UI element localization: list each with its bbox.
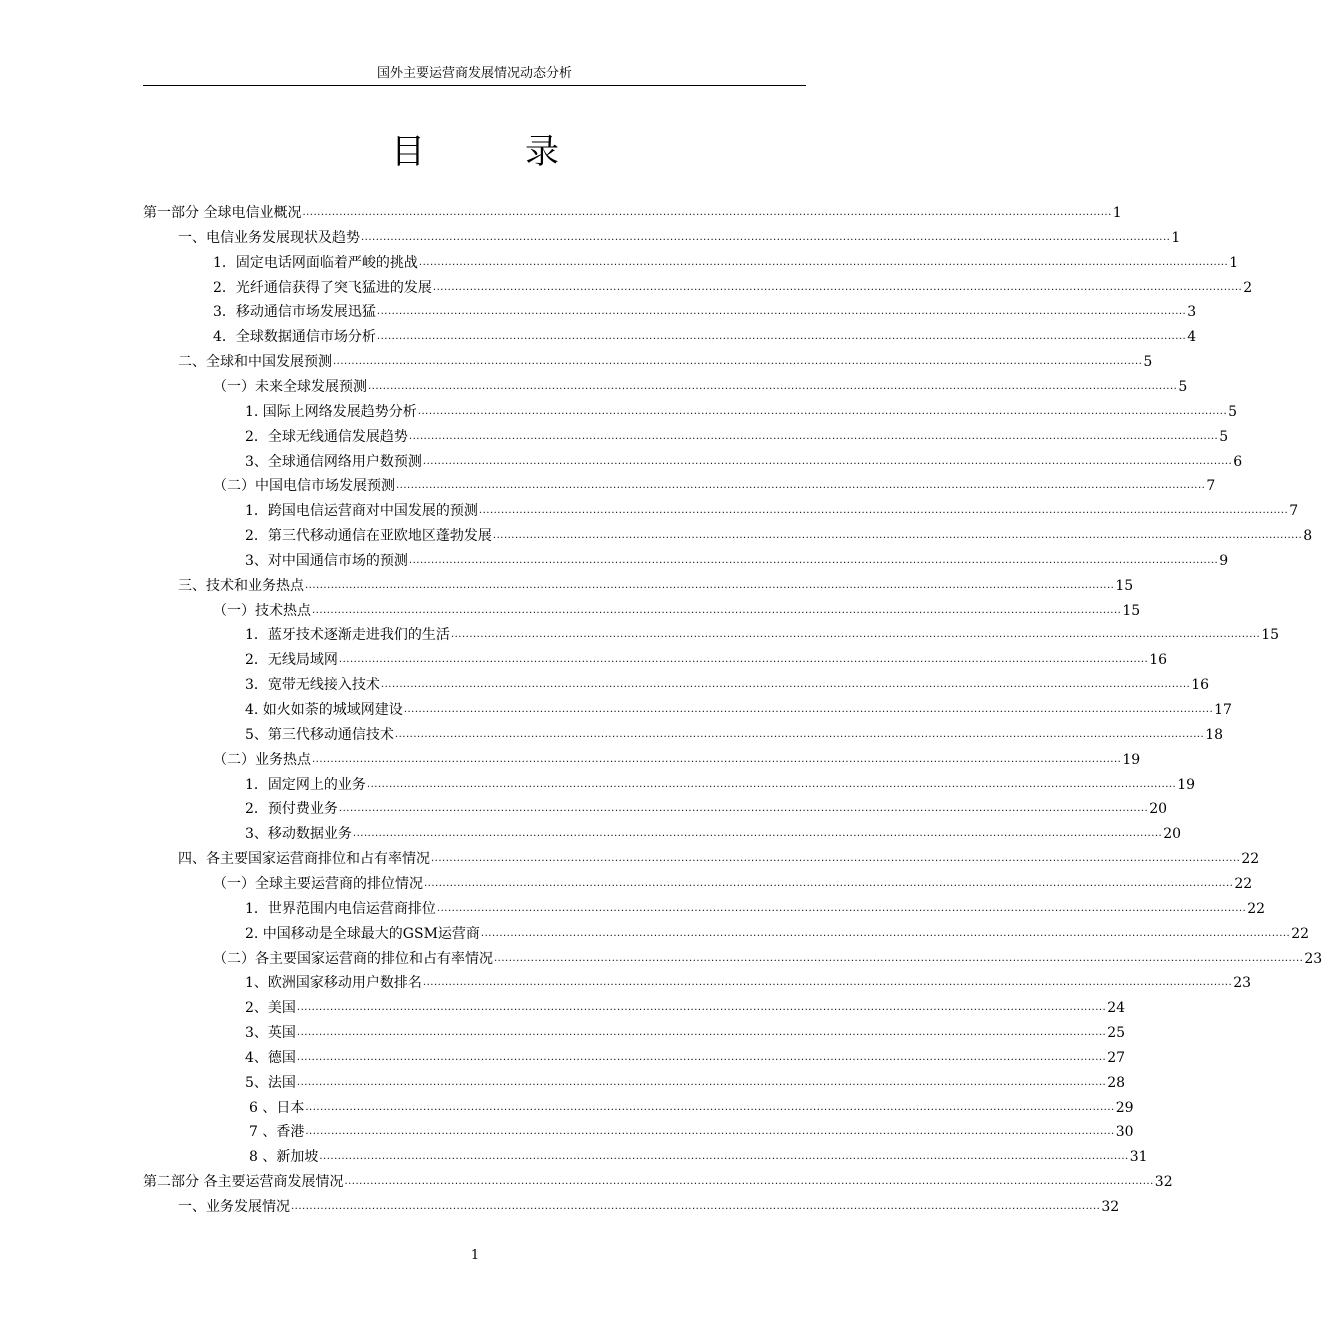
toc-entry[interactable] — [178, 229, 1181, 247]
toc-entry-title: 1．固定网上的业务 — [245, 776, 366, 793]
toc-leader-dots: ............................................................................................................................................................................................................................ — [352, 828, 1163, 840]
toc-page-number: 15 — [1115, 577, 1134, 594]
toc-entry-title: 5、法国 — [245, 1074, 296, 1091]
toc-leader-dots: ............................................................................................................................................................................................................................ — [431, 853, 1241, 865]
toc-page-number: 3 — [1187, 304, 1197, 321]
toc-entry-title: （二）中国电信市场发展预测 — [213, 478, 395, 495]
toc-page-number: 15 — [1122, 602, 1141, 619]
toc-entry-title: 四、各主要国家运营商排位和占有率情况 — [178, 851, 430, 868]
toc-page-number: 1 — [1112, 205, 1122, 221]
toc-leader-dots: ............................................................................................................................................................................................................................ — [422, 977, 1233, 989]
toc-page-number: 27 — [1107, 1049, 1126, 1066]
toc-entry[interactable] — [249, 1099, 1134, 1117]
toc-entry[interactable] — [213, 279, 1253, 297]
toc-entry[interactable] — [245, 800, 1168, 818]
toc-entry[interactable] — [245, 900, 1266, 918]
toc-entry-title: 3．移动通信市场发展迅猛 — [213, 304, 376, 321]
toc-entry-title: 1、欧洲国家移动用户数排名 — [245, 975, 422, 992]
toc-page-number: 16 — [1149, 652, 1168, 669]
toc-entry[interactable] — [178, 353, 1153, 371]
toc-entry[interactable] — [213, 950, 1322, 968]
toc-entry[interactable] — [245, 1024, 1126, 1042]
toc-page-number: 5 — [1228, 403, 1238, 420]
toc-leader-dots: ............................................................................................................................................................................................................................ — [408, 554, 1219, 566]
toc-entry-title: 3、全球通信网络用户数预测 — [245, 453, 422, 470]
toc-leader-dots: ............................................................................................................................................................................................................................ — [478, 505, 1289, 517]
toc-page-number: 20 — [1163, 826, 1182, 843]
toc-page-number: 22 — [1291, 925, 1310, 942]
toc-leader-dots: ............................................................................................................................................................................................................................ — [418, 256, 1229, 268]
toc-page-number: 5 — [1178, 378, 1188, 395]
toc-entry-title: 1. 国际上网络发展趋势分析 — [245, 403, 417, 420]
toc-leader-dots: ............................................................................................................................................................................................................................ — [422, 455, 1233, 467]
toc-entry[interactable] — [249, 1123, 1134, 1141]
toc-leader-dots: ............................................................................................................................................................................................................................ — [394, 728, 1205, 740]
toc-entry[interactable] — [213, 751, 1141, 769]
toc-page-number: 20 — [1149, 801, 1168, 818]
toc-leader-dots: ............................................................................................................................................................................................................................ — [368, 380, 1178, 392]
toc-page-number: 31 — [1129, 1149, 1148, 1166]
toc-entry[interactable] — [245, 428, 1229, 446]
toc-leader-dots: ............................................................................................................................................................................................................................ — [403, 704, 1214, 715]
toc-entry-title: 3、英国 — [245, 1025, 296, 1042]
toc-entry[interactable] — [178, 1198, 1120, 1216]
toc-page-number: 32 — [1101, 1199, 1120, 1215]
toc-entry[interactable] — [213, 602, 1141, 620]
toc-entry[interactable] — [213, 875, 1253, 893]
toc-entry[interactable] — [245, 651, 1168, 669]
toc-entry[interactable] — [143, 1173, 1173, 1191]
toc-page-number: 7 — [1289, 503, 1299, 520]
toc-entry[interactable] — [213, 254, 1239, 272]
toc-entry[interactable] — [213, 477, 1216, 495]
toc-page-number: 7 — [1206, 478, 1216, 495]
toc-page-number: 8 — [1303, 528, 1313, 545]
toc-page-number: 23 — [1233, 975, 1252, 992]
toc-entry-title: （一）全球主要运营商的排位情况 — [213, 875, 423, 892]
toc-entry-title: 第一部分 全球电信业概况 — [143, 205, 302, 221]
toc-entry-title: 4．全球数据通信市场分析 — [213, 329, 376, 346]
toc-entry-title: 5、第三代移动通信技术 — [245, 726, 394, 743]
toc-leader-dots: ............................................................................................................................................................................................................................ — [312, 753, 1122, 765]
toc-entry-title: 2、美国 — [245, 1000, 296, 1017]
toc-entry-title: 二、全球和中国发展预测 — [178, 354, 332, 371]
toc-entry[interactable] — [143, 204, 1122, 222]
toc-entry[interactable] — [245, 825, 1182, 843]
toc-leader-dots: ............................................................................................................................................................................................................................ — [344, 1176, 1154, 1188]
running-header: 国外主要运营商发展情况动态分析 — [376, 66, 572, 81]
toc-leader-dots: ............................................................................................................................................................................................................................ — [296, 1051, 1107, 1063]
toc-entry[interactable] — [245, 726, 1224, 744]
toc-entry-title: 4、德国 — [245, 1049, 296, 1066]
toc-entry-title: 第二部分 各主要运营商发展情况 — [143, 1174, 344, 1191]
toc-entry-title: 2．无线局域网 — [245, 652, 338, 669]
toc-page-number: 22 — [1241, 851, 1260, 868]
toc-page-number: 22 — [1247, 900, 1266, 917]
toc-entry-title: 一、业务发展情况 — [178, 1199, 290, 1215]
toc-entry[interactable] — [245, 925, 1310, 943]
toc-entry[interactable] — [245, 676, 1210, 694]
toc-entry-title: 三、技术和业务热点 — [178, 577, 304, 594]
toc-entry-title: 1．跨国电信运营商对中国发展的预测 — [245, 503, 478, 520]
toc-leader-dots: ............................................................................................................................................................................................................................ — [417, 405, 1228, 417]
toc-leader-dots: ............................................................................................................................................................................................................................ — [436, 902, 1247, 914]
toc-entry[interactable] — [245, 552, 1229, 570]
toc-entry-title: 1．蓝牙技术逐渐走进我们的生活 — [245, 627, 450, 644]
toc-entry[interactable] — [245, 776, 1196, 794]
toc-entry[interactable] — [245, 453, 1243, 471]
toc-page-number: 32 — [1154, 1174, 1173, 1191]
toc-leader-dots: ............................................................................................................................................................................................................................ — [408, 430, 1219, 442]
toc-entry[interactable] — [178, 577, 1134, 595]
toc-entry[interactable] — [245, 974, 1252, 992]
toc-leader-dots: ............................................................................................................................................................................................................................ — [492, 530, 1303, 542]
toc-entry-title: 2．预付费业务 — [245, 801, 338, 818]
toc-entry-title: 4. 如火如荼的城域网建设 — [245, 702, 403, 718]
toc-leader-dots: ............................................................................................................................................................................................................................ — [366, 778, 1177, 790]
toc-leader-dots: ............................................................................................................................................................................................................................ — [494, 952, 1304, 964]
toc-entry[interactable] — [213, 328, 1197, 346]
toc-leader-dots: ............................................................................................................................................................................................................................ — [296, 1027, 1107, 1039]
toc-leader-dots: ............................................................................................................................................................................................................................ — [376, 306, 1187, 318]
toc-entry[interactable] — [213, 378, 1188, 396]
toc-entry[interactable] — [245, 626, 1280, 644]
page-title: 目录 — [391, 132, 659, 172]
toc-leader-dots: ............................................................................................................................................................................................................................ — [480, 927, 1291, 939]
toc-entry-title: 2. 中国移动是全球最大的GSM运营商 — [245, 925, 480, 942]
toc-leader-dots: ............................................................................................................................................................................................................................ — [338, 654, 1149, 666]
page-number: 1 — [470, 1248, 480, 1263]
toc-page-number: 15 — [1261, 627, 1280, 644]
toc-page-number: 23 — [1304, 950, 1322, 967]
toc-entry-title: （一）未来全球发展预测 — [213, 378, 367, 395]
toc-entry-title: 2．光纤通信获得了突飞猛进的发展 — [213, 279, 432, 296]
toc-entry[interactable] — [213, 303, 1197, 321]
toc-page-number: 19 — [1122, 751, 1141, 768]
toc-entry[interactable] — [245, 999, 1126, 1017]
toc-page-number: 17 — [1214, 702, 1232, 718]
toc-page-number: 24 — [1107, 1000, 1126, 1017]
toc-leader-dots: ............................................................................................................................................................................................................................ — [312, 604, 1122, 616]
toc-page-number: 16 — [1191, 677, 1210, 694]
toc-leader-dots: ............................................................................................................................................................................................................................ — [380, 679, 1191, 691]
toc-page-number: 5 — [1143, 354, 1153, 371]
toc-entry-title: 一、电信业务发展现状及趋势 — [178, 229, 360, 246]
toc-page-number: 29 — [1115, 1099, 1134, 1116]
toc-entry[interactable] — [245, 1049, 1126, 1067]
toc-page-number: 6 — [1233, 453, 1243, 470]
toc-entry-title: （二）业务热点 — [213, 751, 311, 768]
toc-leader-dots: ............................................................................................................................................................................................................................ — [305, 1101, 1115, 1113]
toc-leader-dots: ............................................................................................................................................................................................................................ — [305, 579, 1115, 591]
toc-page-number: 1 — [1171, 229, 1181, 246]
toc-page-number: 1 — [1229, 254, 1239, 271]
toc-leader-dots: ............................................................................................................................................................................................................................ — [338, 803, 1149, 815]
toc-entry-title: （一）技术热点 — [213, 602, 311, 619]
toc-entry-title: 1．固定电话网面临着严峻的挑战 — [213, 254, 418, 271]
toc-page-number: 25 — [1107, 1025, 1126, 1042]
toc-page-number: 22 — [1234, 875, 1253, 892]
header-rule — [143, 85, 806, 86]
toc-page-number: 28 — [1107, 1074, 1126, 1091]
toc-entry[interactable] — [249, 1148, 1148, 1166]
toc-page-number: 30 — [1115, 1124, 1134, 1141]
toc-page-number: 2 — [1243, 279, 1253, 296]
toc-page-number: 9 — [1219, 552, 1229, 569]
toc-leader-dots: ............................................................................................................................................................................................................................ — [376, 331, 1187, 343]
toc-leader-dots: ............................................................................................................................................................................................................................ — [296, 1002, 1107, 1014]
toc-entry[interactable] — [245, 502, 1299, 520]
toc-leader-dots: ............................................................................................................................................................................................................................ — [291, 1201, 1101, 1212]
toc-leader-dots: ............................................................................................................................................................................................................................ — [424, 877, 1234, 889]
toc-entry-title: 1．世界范围内电信运营商排位 — [245, 900, 436, 917]
toc-entry-title: 3．宽带无线接入技术 — [245, 677, 380, 694]
toc-leader-dots: ............................................................................................................................................................................................................................ — [305, 1126, 1115, 1138]
toc-entry-title: 7 、香港 — [249, 1124, 305, 1141]
toc-entry-title: 8 、新加坡 — [249, 1149, 319, 1166]
toc-entry-title: 3、对中国通信市场的预测 — [245, 552, 408, 569]
toc-leader-dots: ............................................................................................................................................................................................................................ — [396, 480, 1206, 492]
toc-page-number: 18 — [1205, 726, 1224, 743]
toc-leader-dots: ............................................................................................................................................................................................................................ — [302, 207, 1112, 218]
toc-entry[interactable] — [178, 850, 1260, 868]
toc-leader-dots: ............................................................................................................................................................................................................................ — [296, 1076, 1107, 1088]
toc-entry-title: （二）各主要国家运营商的排位和占有率情况 — [213, 950, 493, 967]
toc-entry-title: 2．第三代移动通信在亚欧地区蓬勃发展 — [245, 528, 492, 545]
toc-leader-dots: ............................................................................................................................................................................................................................ — [450, 629, 1261, 641]
toc-leader-dots: ............................................................................................................................................................................................................................ — [361, 231, 1171, 243]
toc-page-number: 5 — [1219, 428, 1229, 445]
toc-entry[interactable] — [245, 701, 1232, 719]
toc-entry-title: 2．全球无线通信发展趋势 — [245, 428, 408, 445]
toc-entry[interactable] — [245, 1074, 1126, 1092]
toc-leader-dots: ............................................................................................................................................................................................................................ — [333, 356, 1143, 368]
toc-entry[interactable] — [245, 403, 1238, 421]
toc-entry-title: 6 、日本 — [249, 1099, 305, 1116]
toc-entry[interactable] — [245, 527, 1313, 545]
toc-leader-dots: ............................................................................................................................................................................................................................ — [319, 1151, 1129, 1163]
toc-entry-title: 3、移动数据业务 — [245, 826, 352, 843]
toc-page-number: 19 — [1177, 776, 1196, 793]
toc-leader-dots: ............................................................................................................................................................................................................................ — [432, 281, 1243, 293]
toc-page-number: 4 — [1187, 329, 1197, 346]
